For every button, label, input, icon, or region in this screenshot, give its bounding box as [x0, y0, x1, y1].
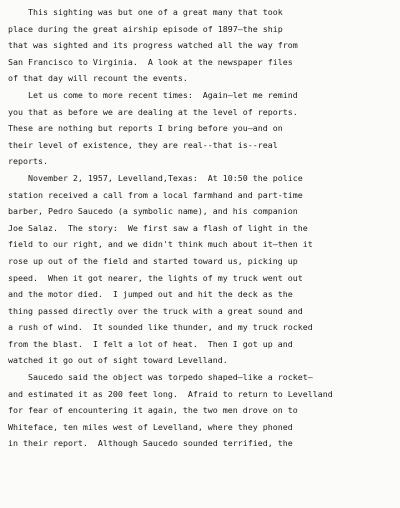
- text-line: Let us come to more recent times: Again—let me remind: [8, 89, 298, 100]
- text-line: This sighting was but one of a great many that took: [8, 7, 283, 17]
- text-line: reports.: [8, 156, 48, 167]
- text-line: Saucedo said the object was torpedo shaped—like a rocket—: [8, 372, 313, 383]
- text-line: Joe Salaz. The story: We first saw a flash of light in the: [8, 222, 308, 233]
- text-line: in their report. Although Saucedo sounded terrified, the: [8, 438, 293, 449]
- text-line: for fear of encountering it again, the two men drove on to: [8, 405, 298, 416]
- text-line: their level of existence, they are real--that is--real: [8, 139, 278, 150]
- text-line: and the motor died. I jumped out and hit the deck as the: [8, 289, 293, 300]
- text-line: of that day will recount the events.: [8, 73, 188, 84]
- text-line: watched it go out of sight toward Levelland.: [8, 355, 228, 366]
- text-line: San Francisco to Virginia. A look at the newspaper files: [8, 56, 293, 67]
- text-line: and estimated it as 200 feet long. Afraid to return to Levelland: [8, 388, 333, 399]
- text-line: November 2, 1957, Levelland,Texas: At 10:50 the police: [8, 172, 303, 183]
- text-line: speed. When it got nearer, the lights of my truck went out: [8, 272, 303, 283]
- text-line: thing passed directly over the truck with a great sound and: [8, 305, 303, 316]
- text-line: Whiteface, ten miles west of Levelland, where they phoned: [8, 421, 293, 432]
- text-line: place during the great airship episode of 1897—the ship: [8, 23, 283, 34]
- text-line: you that as before we are dealing at the level of reports.: [8, 106, 298, 117]
- text-line: a rush of wind. It sounded like thunder, and my truck rocked: [8, 322, 313, 333]
- text-line: that was sighted and its progress watched all the way from: [8, 40, 298, 51]
- text-line: station received a call from a local farmhand and part-time: [8, 189, 303, 200]
- text-line: rose up out of the field and started toward us, picking up: [8, 255, 298, 266]
- text-line: from the blast. I felt a lot of heat. Then I got up and: [8, 338, 293, 349]
- text-line: barber, Pedro Saucedo (a symbolic name), and his companion: [8, 206, 298, 217]
- typescript-body: [8, 4, 398, 452]
- text-line: These are nothing but reports I bring before you—and on: [8, 123, 283, 134]
- text-line: field to our right, and we didn't think much about it—then it: [8, 239, 313, 250]
